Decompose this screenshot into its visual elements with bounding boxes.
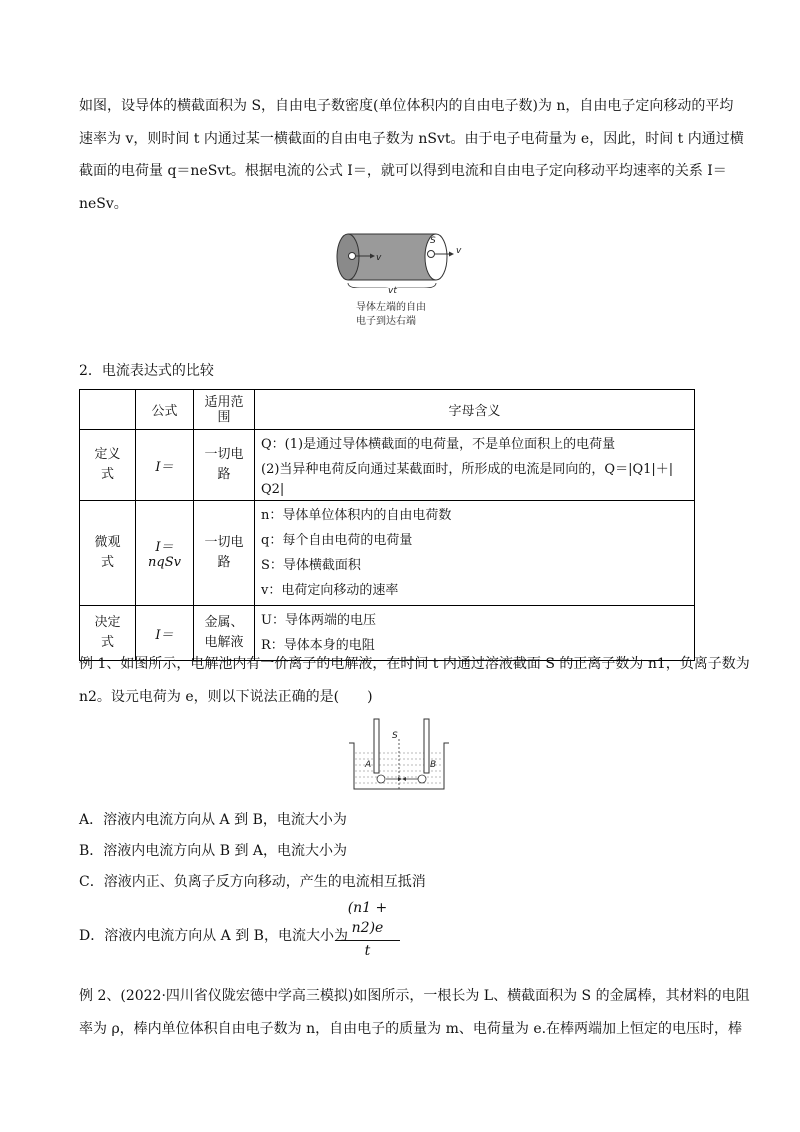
fraction-bar xyxy=(335,940,400,941)
label-A: A xyxy=(365,760,372,770)
electron-left xyxy=(349,253,356,260)
row-micro-range: 一切电路 xyxy=(194,501,255,606)
fraction-numerator: (n1 + n2)e xyxy=(347,900,388,936)
intro-line-1: 如图，设导体的横截面积为 S，自由电子数密度(单位体积内的自由电子数)为 n，自由电子定向移动的平均 xyxy=(79,98,734,114)
row-def-meanings xyxy=(255,430,695,501)
label-v-outside: v xyxy=(456,246,462,256)
example-2-line-1: 例 2、(2022·四川省仪陇宏德中学高三模拟)如图所示，一根长为 L、横截面积为 S 的金属棒，其材料的电阻 xyxy=(79,988,750,1004)
meaning-line: (2)当异种电荷反向通过某截面时，所形成的电流是同向的，Q＝|Q1|＋| xyxy=(261,462,674,477)
row-def-formula: I＝ xyxy=(136,430,194,501)
label-vt: vt xyxy=(388,286,397,296)
row-det-formula: I＝ xyxy=(136,606,194,661)
positive-ion-icon xyxy=(377,775,385,783)
label-S: S xyxy=(430,236,436,246)
option-A: A．溶液内电流方向从 A 到 B，电流大小为 xyxy=(79,812,347,828)
row-micro-meanings xyxy=(255,501,695,606)
figure1-caption-1: 导体左端的自由 xyxy=(356,302,426,313)
intro-paragraph xyxy=(79,90,744,220)
table-header-empty xyxy=(80,390,136,430)
label-v-inside: v xyxy=(376,253,382,263)
intro-line-4: neSv。 xyxy=(79,195,128,212)
meaning-line: S：导体横截面积 xyxy=(261,558,361,573)
meaning-line: n：导体单位体积内的自由电荷数 xyxy=(261,508,452,523)
meaning-line: Q：(1)是通过导体横截面的电荷量，不是单位面积上的电荷量 xyxy=(261,437,616,452)
example-1-line-1: 例 1、如图所示，电解池内有一价离子的电解液，在时间 t 内通过溶液截面 S 的正离子数为 n1，负离子数为 xyxy=(79,656,750,672)
meaning-line: Q2| xyxy=(261,482,285,497)
section-2-title: 2．电流表达式的比较 xyxy=(79,363,214,379)
electron-right xyxy=(428,251,435,258)
example-2 xyxy=(79,980,750,1045)
meaning-line: v：电荷定向移动的速率 xyxy=(261,583,399,598)
row-def-range: 一切电路 xyxy=(194,430,255,501)
meaning-line: R：导体本身的电阻 xyxy=(261,638,375,653)
example-1 xyxy=(79,648,750,713)
arrow-outside-icon xyxy=(449,252,454,257)
conductor-body xyxy=(348,234,436,280)
option-C: C．溶液内正、负离子反方向移动，产生的电流相互抵消 xyxy=(79,874,426,890)
electrolysis-figure xyxy=(344,717,454,792)
fraction-denominator: t xyxy=(364,943,371,959)
conductor-right-end xyxy=(425,234,447,280)
meaning-line: q：每个自由电荷的电荷量 xyxy=(261,533,413,548)
electrode-A xyxy=(374,719,379,773)
label-B: B xyxy=(430,760,437,770)
row-def-name: 定义式 xyxy=(80,430,136,501)
electrode-B xyxy=(424,719,429,773)
row-micro-formula: I＝nqSv xyxy=(136,501,194,606)
option-D: D．溶液内电流方向从 A 到 B，电流大小为 xyxy=(79,928,348,944)
example-2-line-2: 率为 ρ，棒内单位体积自由电子数为 n，自由电子的质量为 m、电荷量为 e.在棒两端加上恒定的电压时，棒 xyxy=(79,1020,743,1037)
header-range xyxy=(194,390,255,430)
intro-line-3: 截面的电荷量 q＝neSvt。根据电流的公式 I＝，就可以得到电流和自由电子定向移动平均速率的关系 I＝ xyxy=(79,163,727,179)
meaning-line: U：导体两端的电压 xyxy=(261,613,376,628)
label-S-cell: S xyxy=(392,731,398,741)
table-row xyxy=(80,501,695,606)
intro-line-2: 速率为 v，则时间 t 内通过某一横截面的自由电子数为 nSvt。由于电子电荷量为 e，因此，时间 t 内通过横 xyxy=(79,130,744,147)
comparison-table xyxy=(79,389,695,661)
figure1-caption-2: 电子到达右端 xyxy=(356,316,416,327)
option-D-fraction xyxy=(335,898,400,959)
conductor-figure xyxy=(330,228,480,328)
electrolysis-diagram xyxy=(344,717,454,792)
header-meaning: 字母含义 xyxy=(255,390,695,430)
option-B: B．溶液内电流方向从 B 到 A，电流大小为 xyxy=(79,843,348,859)
row-det-range: 金属、电解液 xyxy=(194,606,255,661)
table-row xyxy=(80,430,695,501)
row-micro-name: 微观式 xyxy=(80,501,136,606)
example-1-line-2: n2。设元电荷为 e，则以下说法正确的是( ) xyxy=(79,688,373,705)
header-formula: 公式 xyxy=(136,390,194,430)
table-header-row xyxy=(80,390,695,430)
row-det-name: 决定式 xyxy=(80,606,136,661)
conductor-diagram xyxy=(330,228,480,288)
negative-ion-icon xyxy=(418,775,426,783)
header-range-text: 适用范围 xyxy=(204,394,244,425)
